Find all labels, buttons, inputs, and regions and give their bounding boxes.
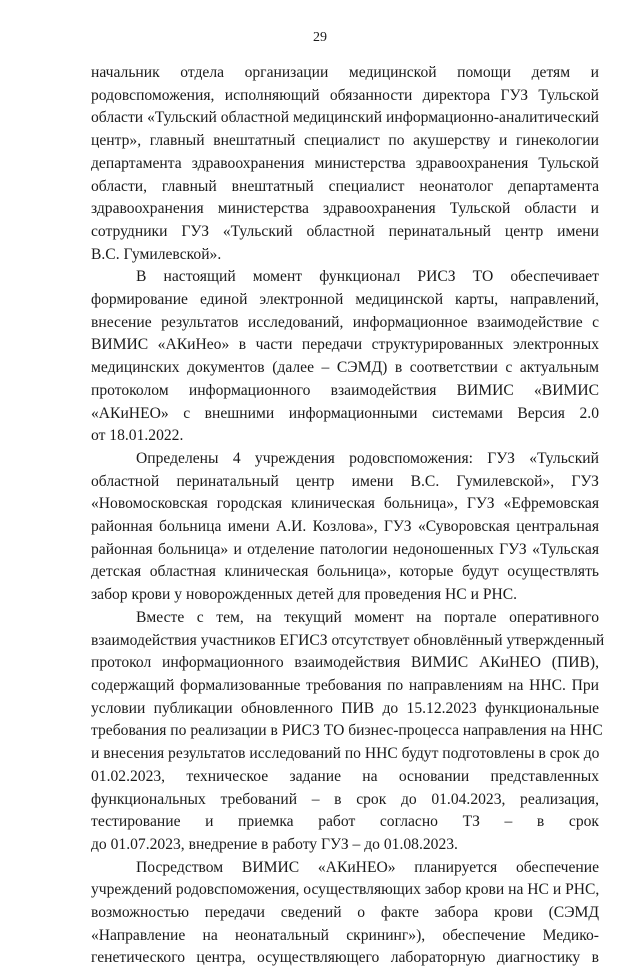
page-number: 29: [313, 30, 327, 45]
text-line: центр», главный внештатный специалист по акушерству и гинекологии: [91, 132, 599, 150]
text-line: и внесения результатов исследований по ННС будут подготовлены в срок до: [91, 745, 600, 763]
text-line: 01.02.2023, техническое задание на основании представленных: [91, 767, 599, 785]
paragraph-1: [91, 62, 599, 266]
text-line: протоколом информационного взаимодействия ВИМИС «ВИМИС: [91, 381, 599, 399]
text-line: медицинских документов (далее – СЭМД) в соответствии с актуальным: [91, 359, 599, 377]
text-line: Посредством ВИМИС «АКиНЕО» планируется обеспечение: [136, 858, 599, 876]
text-line: «Новомосковская городская клиническая больница», ГУЗ «Ефремовская: [91, 495, 599, 513]
text-line: начальник отдела организации медицинской помощи детям и: [91, 64, 599, 81]
paragraph-2: [91, 266, 599, 448]
text-line: возможностью передачи сведений о факте забора крови (СЭМД: [91, 904, 599, 922]
text-line: сотрудники ГУЗ «Тульский областной перинатальный центр имени: [91, 222, 599, 240]
text-line: содержащий формализованные требования по направлениям на ННС. При: [91, 676, 599, 694]
text-line: забор крови у новорожденных детей для проведения НС и РНС.: [91, 586, 518, 604]
text-line: формирование единой электронной медицинской карты, направлений,: [91, 291, 599, 309]
text-line: «Направление на неонатальный скрининг»), обеспечение Медико-: [91, 926, 599, 944]
text-line: области «Тульский областной медицинский информационно-аналитический: [91, 109, 599, 127]
text-line: здравоохранения министерства здравоохранения Тульской области и: [91, 200, 599, 218]
paragraph-3: [91, 448, 599, 607]
text-line: тестирование и приемка работ согласно ТЗ – в срок: [91, 813, 599, 831]
text-line: детская областная клиническая больница», которые будут осуществлять: [91, 563, 599, 581]
text-line: учреждений родовспоможения, осуществляющих забор крови на НС и РНС,: [91, 881, 600, 899]
text-line: В настоящий момент функционал РИСЗ ТО обеспечивает: [136, 268, 599, 286]
text-line: требования по реализации в РИСЗ ТО бизнес-процесса направления на ННС: [91, 722, 603, 740]
text-line: В.С. Гумилевской».: [91, 245, 222, 263]
text-line: генетического центра, осуществляющего лабораторную диагностику в: [91, 949, 599, 967]
text-line: родовспоможения, исполняющий обязанности директора ГУЗ Тульской: [91, 86, 599, 104]
text-line: до 01.07.2023, внедрение в работу ГУЗ – до 01.08.2023.: [91, 835, 458, 853]
text-line: внесение результатов исследований, информационное взаимодействие с: [91, 313, 599, 331]
text-line: районная больница» и отделение патологии недоношенных ГУЗ «Тульская: [91, 540, 599, 558]
text-line: области, главный внештатный специалист неонатолог департамента: [91, 177, 599, 195]
text-line: от 18.01.2022.: [91, 427, 184, 445]
text-line: условии публикации обновленного ПИВ до 15.12.2023 функциональные: [91, 699, 599, 717]
body-text: [91, 62, 605, 970]
text-line: районная больница имени А.И. Козлова», ГУЗ «Суворовская центральная: [91, 518, 599, 536]
text-line: ВИМИС «АКиНео» в части передачи структурированных электронных: [91, 336, 599, 354]
text-line: протокол информационного взаимодействия ВИМИС АКиНЕО (ПИВ),: [91, 654, 599, 672]
text-line: функциональных требований – в срок до 01.04.2023, реализация,: [91, 790, 599, 808]
text-line: департамента здравоохранения министерства здравоохранения Тульской: [91, 154, 599, 172]
paragraph-4: [91, 607, 605, 857]
paragraph-5: [91, 857, 599, 970]
text-line: областной перинатальный центр имени В.С. Гумилевской», ГУЗ: [91, 472, 599, 490]
text-line: взаимодействия участников ЕГИСЗ отсутствует обновлённый утвержденный: [91, 631, 605, 649]
text-line: «АКиНЕО» с внешними информационными системами Версия 2.0: [91, 404, 599, 422]
text-line: Вместе с тем, на текущий момент на портале оперативного: [136, 608, 599, 626]
text-line: Определены 4 учреждения родовспоможения: ГУЗ «Тульский: [136, 449, 599, 467]
